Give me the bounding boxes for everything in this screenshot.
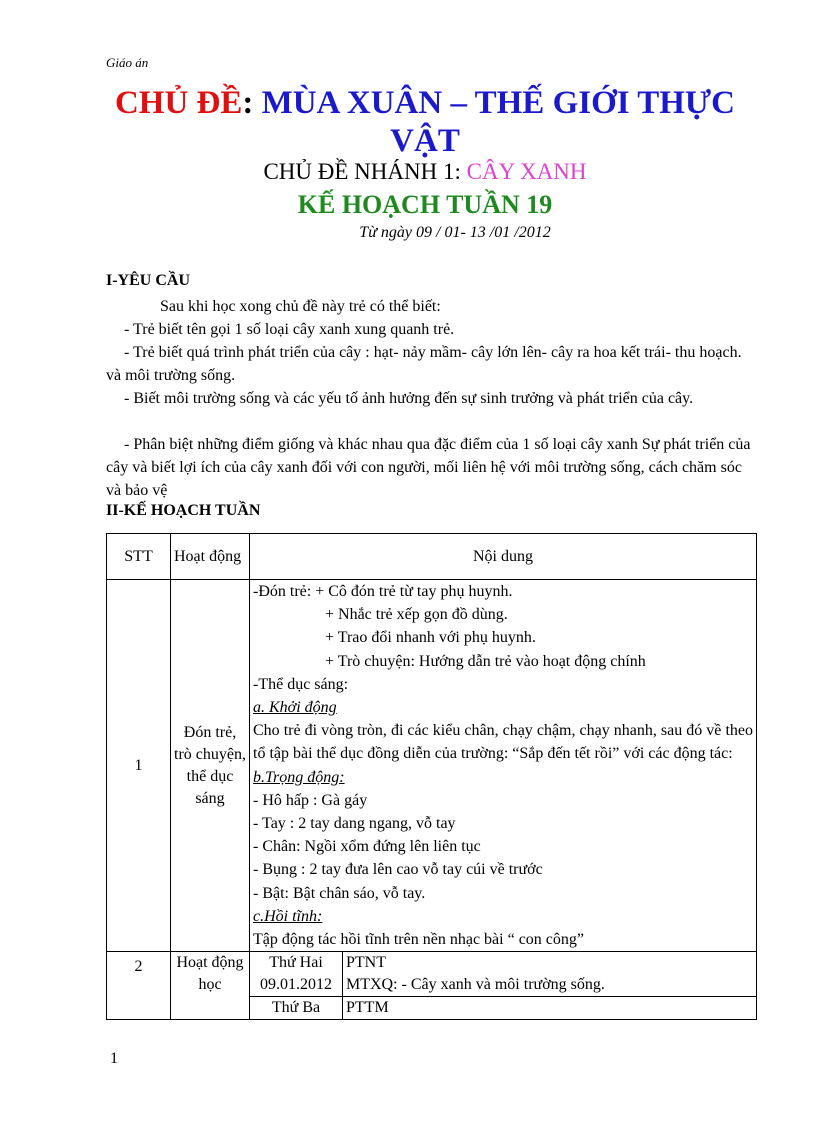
- requirement-item: - Trẻ biết quá trình phát triển của cây : hạt- nảy mầm- cây lớn lên- cây ra hoa kết trái- thu hoạch. và môi trường sống.: [106, 344, 742, 384]
- subtitle-value: CÂY XANH: [466, 159, 587, 184]
- content-line: - Bụng : 2 tay đưa lên cao vỗ tay cúi về trước: [253, 861, 543, 879]
- section-1-intro: Sau khi học xong chủ đề này trẻ có thể biết:: [160, 298, 441, 315]
- day1-date: 09.01.2012: [260, 976, 332, 994]
- section-2-heading: II-KẾ HOẠCH TUẦN: [106, 502, 261, 519]
- day1-line: MTXQ: - Cây xanh và môi trường sống.: [346, 976, 605, 994]
- header-note: Giáo án: [106, 55, 149, 70]
- week-plan-table: [106, 533, 757, 1020]
- table-row: [107, 952, 757, 997]
- content-line: Cho trẻ đi vòng tròn, đi các kiểu chân, chạy chậm, chạy nhanh, sau đó về theo tổ tập bài thể dục đồng diễn của trường: “Sắp đến tết rồi” với các động tác:: [253, 722, 753, 763]
- content-line: + Nhắc trẻ xếp gọn đồ dùng.: [325, 606, 508, 624]
- title-main: MÙA XUÂN – THẾ GIỚI THỰC VẬT: [253, 85, 736, 159]
- content-line: + Trò chuyện: Hướng dẫn trẻ vào hoạt động chính: [325, 652, 646, 670]
- content-line: b.Trọng động:: [253, 768, 345, 786]
- header-activity: Hoạt động: [171, 534, 250, 580]
- content-line: - Chân: Ngồi xổm đứng lên liên tục: [253, 838, 481, 856]
- content-line: - Tay : 2 tay dang ngang, vỗ tay: [253, 815, 456, 833]
- day1-content: [343, 952, 757, 997]
- date-range: Từ ngày 09 / 01- 13 /01 /2012: [359, 224, 551, 241]
- day1-line: PTNT: [346, 954, 386, 972]
- row2-activity: Hoạt động học: [171, 952, 250, 1020]
- content-line: -Đón trẻ: + Cô đón trẻ từ tay phụ huynh.: [253, 583, 513, 600]
- requirement-item: - Phân biệt những điểm giống và khác nhau qua đặc điểm của 1 số loại cây xanh Sự phát triển của cây và biết lợi ích của cây xanh đối với con người, mối liên hệ với môi trường sống, cách chăm sóc và bảo vệ: [106, 436, 751, 499]
- row2-stt: 2: [107, 952, 171, 1020]
- table-row: [107, 580, 757, 952]
- title-prefix: CHỦ ĐỀ: [114, 85, 243, 121]
- week-title: KẾ HOẠCH TUẦN 19: [297, 190, 553, 219]
- requirement-item: - Biết môi trường sống và các yếu tố ảnh hưởng đến sự sinh trưởng và phát triển của cây.: [124, 390, 694, 407]
- content-line: c.Hồi tĩnh:: [253, 907, 323, 925]
- day1-cell: [250, 952, 343, 997]
- day1-name: Thứ Hai: [269, 954, 323, 972]
- requirement-item: - Trẻ biết tên gọi 1 số loại cây xanh xung quanh trẻ.: [124, 321, 455, 338]
- title-colon: :: [242, 85, 254, 121]
- day2-content: PTTM: [343, 997, 757, 1020]
- header-stt: STT: [107, 534, 171, 580]
- subtitle-label: CHỦ ĐỀ NHÁNH 1:: [263, 159, 467, 184]
- header-content: Nội dung: [250, 534, 757, 580]
- row1-activity: Đón trẻ, trò chuyện, thể dục sáng: [171, 580, 250, 952]
- content-line: a. Khởi động: [253, 699, 337, 717]
- content-line: Tập động tác hồi tĩnh trên nền nhạc bài “ con công”: [253, 931, 584, 949]
- document-title: [100, 84, 750, 160]
- row1-content: [250, 580, 757, 952]
- content-line: -Thể dục sáng:: [253, 675, 349, 693]
- page-number: 1: [110, 1050, 118, 1067]
- table-header-row: [107, 534, 757, 580]
- content-line: + Trao đổi nhanh với phụ huynh.: [325, 629, 536, 647]
- subtitle: [100, 159, 750, 185]
- day2-name: Thứ Ba: [250, 997, 343, 1020]
- section-1-heading: I-YÊU CẦU: [106, 272, 190, 289]
- row1-stt: 1: [107, 580, 171, 952]
- content-line: - Hô hấp : Gà gáy: [253, 791, 368, 809]
- content-line: - Bật: Bật chân sáo, vỗ tay.: [253, 884, 426, 902]
